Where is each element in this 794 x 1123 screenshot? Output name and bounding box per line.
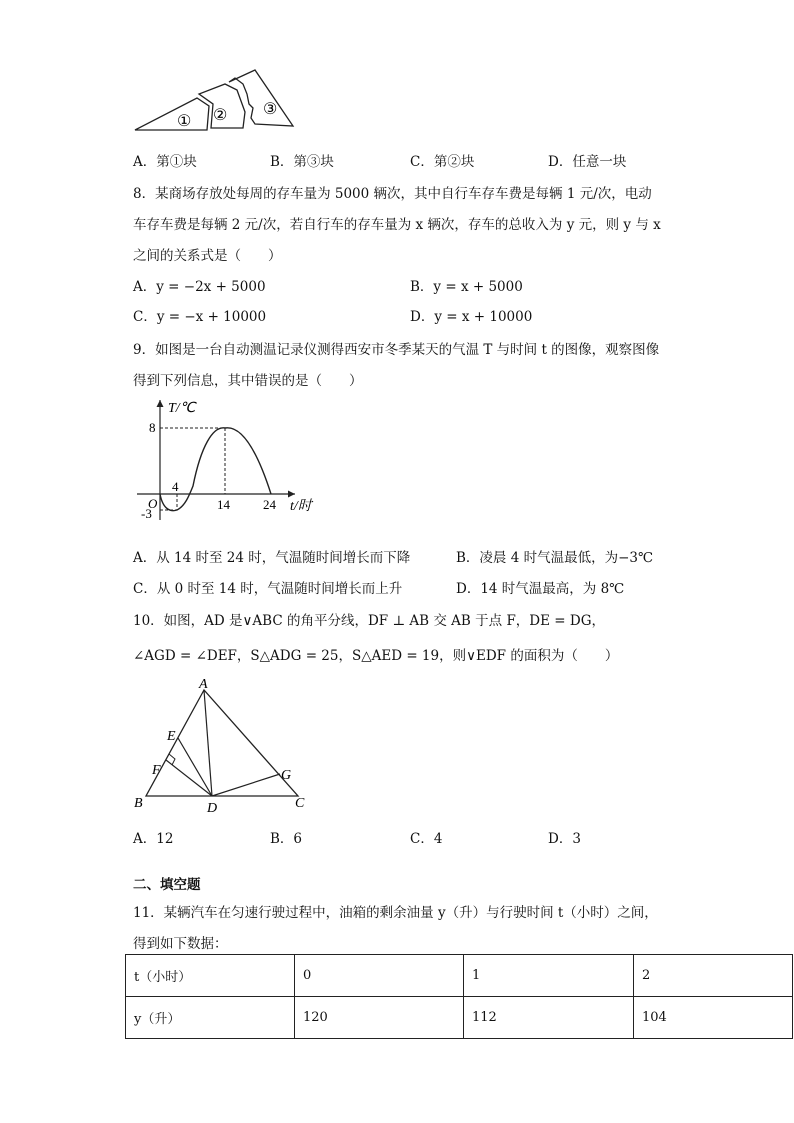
q10-option-a: A．12 xyxy=(133,831,174,847)
table-cell: 0 xyxy=(295,955,464,997)
q9-line-1: 9．如图是一台自动测温记录仪测得西安市冬季某天的气温 T 与时间 t 的图像，观察图像 xyxy=(133,342,660,358)
temperature-curve xyxy=(160,428,271,511)
origin-label: O xyxy=(148,496,158,511)
q10-option-c: C．4 xyxy=(410,831,443,847)
q9-option-b: B．凌晨 4 时气温最低，为−3℃ xyxy=(456,550,654,566)
section-2-title: 二、填空题 xyxy=(133,877,201,893)
table-cell: 120 xyxy=(295,997,464,1039)
table-row xyxy=(126,955,793,997)
q9-option-a: A．从 14 时至 24 时，气温随时间增长而下降 xyxy=(133,550,411,566)
label-b: B xyxy=(134,796,143,811)
label-e: E xyxy=(167,729,176,744)
table-cell: t（小时） xyxy=(126,955,295,997)
q8-option-a: A．y = −2x + 5000 xyxy=(133,279,266,295)
q11-line-2: 得到如下数据： xyxy=(133,936,228,952)
segment-dg xyxy=(212,774,280,796)
x-axis-label: t/时 xyxy=(290,499,312,514)
q9-line-2: 得到下列信息，其中错误的是（ ） xyxy=(133,373,363,389)
tick-8: 8 xyxy=(149,420,156,435)
piece-label-2: ② xyxy=(213,107,228,124)
q8-option-c: C．y = −x + 10000 xyxy=(133,309,267,325)
table-cell: 1 xyxy=(464,955,634,997)
q8-line-1: 8．某商场存放处每周的存车量为 5000 辆次，其中自行车存车费是每辆 1 元/次，电动 xyxy=(133,186,652,202)
triangle-figure xyxy=(132,677,312,816)
segment-df xyxy=(166,760,212,796)
table-row xyxy=(126,997,793,1039)
q10-option-b: B．6 xyxy=(270,831,303,847)
q9-option-d: D．14 时气温最高，为 8℃ xyxy=(456,581,625,597)
label-d: D xyxy=(207,801,218,816)
table-cell: 104 xyxy=(634,997,793,1039)
piece-1 xyxy=(135,98,209,130)
table-cell: y（升） xyxy=(126,997,295,1039)
q10-line-1: 10．如图，AD 是∨ABC 的角平分线，DF ⊥ AB 交 AB 于点 F，DE = DG， xyxy=(133,613,605,629)
q7-option-d: D．任意一块 xyxy=(548,154,627,170)
segment-ad xyxy=(204,690,212,796)
segment-de xyxy=(178,738,212,796)
label-f: F xyxy=(152,763,161,778)
q9-option-c: C．从 0 时至 14 时，气温随时间增长而上升 xyxy=(133,581,403,597)
piece-3 xyxy=(229,70,293,126)
table-cell: 2 xyxy=(634,955,793,997)
temperature-graph xyxy=(135,398,335,523)
broken-triangle-figure xyxy=(133,68,303,138)
q7-option-c: C．第②块 xyxy=(410,154,475,170)
tick-neg3: -3 xyxy=(141,506,152,521)
q10-option-d: D．3 xyxy=(548,831,581,847)
q8-line-3: 之间的关系式是（ ） xyxy=(133,248,282,264)
table-cell: 112 xyxy=(464,997,634,1039)
q11-line-1: 11．某辆汽车在匀速行驶过程中，油箱的剩余油量 y（升）与行驶时间 t（小时）之间， xyxy=(133,905,658,921)
data-table xyxy=(125,954,793,1039)
piece-label-1: ① xyxy=(177,113,192,130)
q8-option-d: D．y = x + 10000 xyxy=(410,309,533,325)
label-g: G xyxy=(281,768,292,783)
piece-label-3: ③ xyxy=(263,101,278,118)
tick-4: 4 xyxy=(172,479,179,494)
q7-option-a: A．第①块 xyxy=(133,154,197,170)
tick-24: 24 xyxy=(263,497,276,512)
y-axis-label: T/℃ xyxy=(168,401,196,416)
q8-line-2: 车存车费是每辆 2 元/次，若自行车的存车量为 x 辆次，存车的总收入为 y 元，则 y 与 x xyxy=(133,217,661,233)
q7-option-b: B．第③块 xyxy=(270,154,334,170)
tick-14: 14 xyxy=(217,497,230,512)
q10-line-2: ∠AGD = ∠DEF，S△ADG = 25，S△AED = 19，则∨EDF 的面积为（ ） xyxy=(133,648,619,664)
q8-option-b: B．y = x + 5000 xyxy=(410,279,523,295)
label-a: A xyxy=(199,677,208,692)
label-c: C xyxy=(295,796,305,811)
